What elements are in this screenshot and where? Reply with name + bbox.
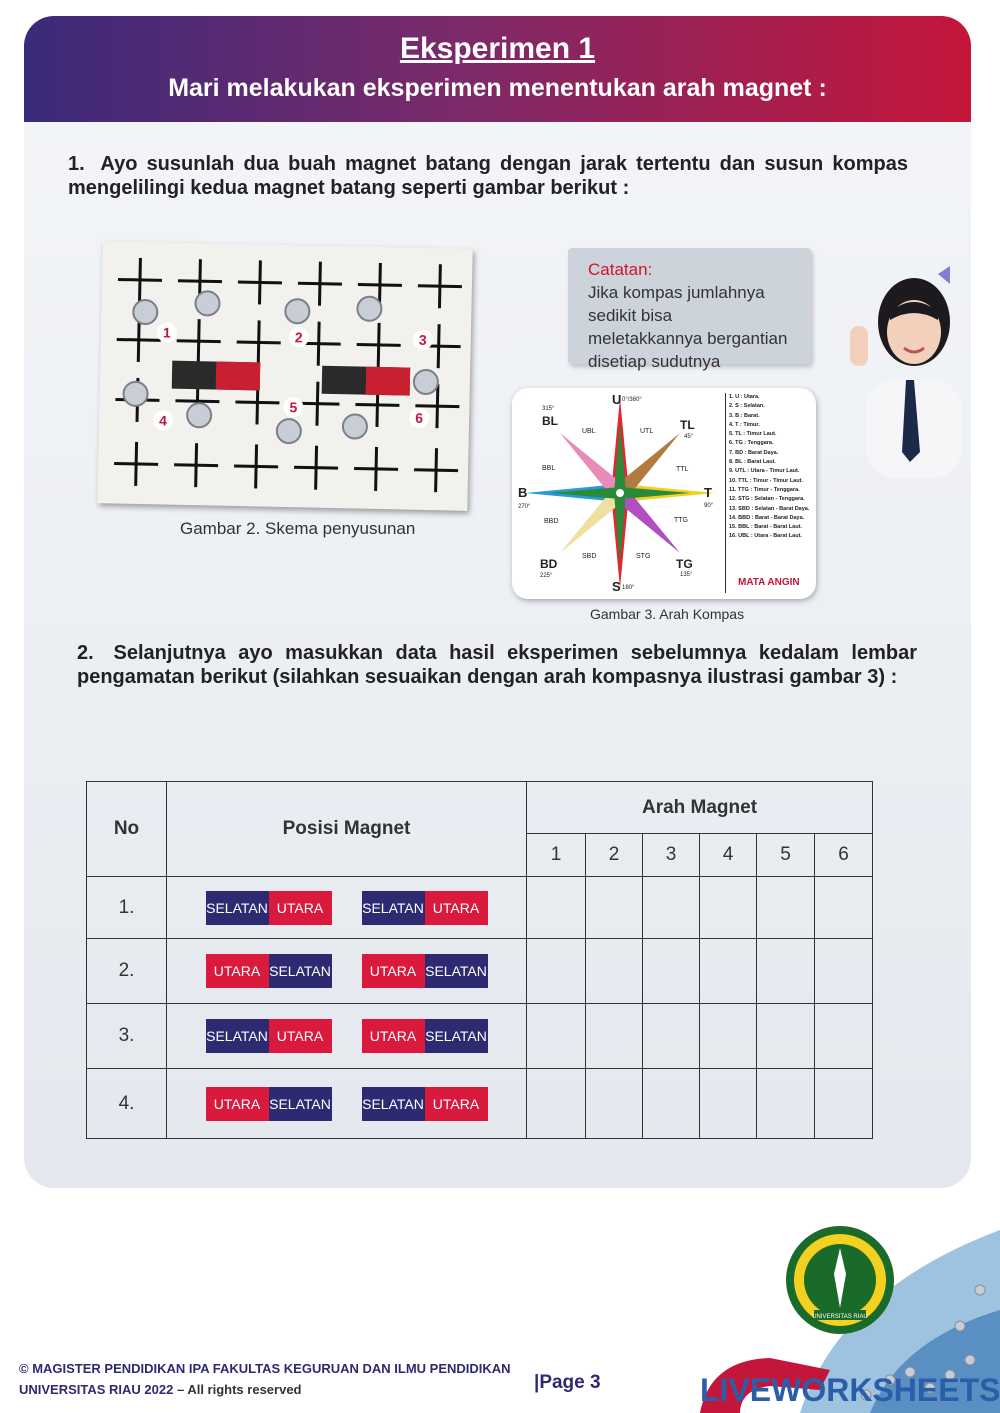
bar-magnet xyxy=(206,1087,332,1121)
instruction-1 xyxy=(68,152,908,200)
compass xyxy=(343,414,367,438)
note-text: Jika kompas jumlahnya sedikit bisa meletakkannya bergantian disetiap sudutnya xyxy=(588,283,788,371)
grid-cross xyxy=(354,446,399,491)
compass xyxy=(123,382,147,406)
footer-rights: – All rights reserved xyxy=(173,1382,302,1397)
legend-item: 9. UTL : Utara - Timur Laut. xyxy=(729,468,800,475)
compass xyxy=(285,299,309,323)
pole-utara: UTARA xyxy=(362,1019,425,1053)
pole-utara: UTARA xyxy=(425,1087,488,1121)
arah-col-5: 5 xyxy=(757,834,815,877)
magnet-position-cell xyxy=(167,877,527,939)
magnet-position-cell xyxy=(167,939,527,1004)
legend-item: 13. SBD : Selatan - Barat Daya. xyxy=(729,505,810,512)
grid-cross xyxy=(417,264,462,309)
bar-magnet xyxy=(206,1019,332,1053)
dir-bl-deg: 315° xyxy=(542,406,555,412)
board-diagram xyxy=(97,241,472,511)
grid-cross xyxy=(236,320,281,365)
dir-t-deg: 90° xyxy=(704,503,714,509)
compass xyxy=(195,291,219,315)
legend-item: 8. BL : Barat Laut. xyxy=(729,459,776,466)
dir-s-deg: 180° xyxy=(622,585,635,591)
position-label: 1 xyxy=(162,324,171,341)
answer-cell[interactable] xyxy=(643,939,700,1004)
grid-cross xyxy=(414,448,459,493)
pole-utara: UTARA xyxy=(206,954,269,988)
pole-selatan: SELATAN xyxy=(425,1019,488,1053)
dir-ubl: UBL xyxy=(582,428,596,435)
grid-cross xyxy=(297,261,342,306)
page-subtitle: Mari melakukan eksperimen menentukan arah magnet : xyxy=(168,74,827,102)
grid-cross xyxy=(118,257,163,302)
answer-cell[interactable] xyxy=(700,877,757,939)
legend-title: MATA ANGIN xyxy=(738,576,800,588)
bar-magnet xyxy=(362,891,488,925)
row-number: 4. xyxy=(87,1069,167,1139)
footer-org: © MAGISTER PENDIDIKAN IPA FAKULTAS KEGURUAN DAN ILMU PENDIDIKAN xyxy=(19,1361,511,1376)
page-number: |Page 3 xyxy=(534,1372,601,1393)
dir-utl: UTL xyxy=(640,428,654,435)
dir-t: T xyxy=(704,485,712,500)
legend-item: 12. STG : Selatan - Tenggara. xyxy=(729,496,805,503)
footer-univ: UNIVERSITAS RIAU 2022 xyxy=(19,1382,174,1397)
grid-cross xyxy=(114,441,159,486)
dir-b: B xyxy=(518,485,528,500)
compass xyxy=(187,403,211,427)
observation-table xyxy=(86,781,873,1139)
legend-item: 10. TTL : Timur - Timur Laut. xyxy=(729,477,803,484)
dir-tg: TG xyxy=(676,557,693,571)
liveworksheets-logo[interactable]: LIVEWORKSHEETS xyxy=(700,1372,1000,1408)
answer-cell[interactable] xyxy=(815,939,873,1004)
row-number: 2. xyxy=(87,939,167,1004)
dir-ttl: TTL xyxy=(676,466,689,473)
legend-item: 2. S : Selatan. xyxy=(729,403,765,410)
answer-cell[interactable] xyxy=(700,1069,757,1139)
answer-cell[interactable] xyxy=(815,1069,873,1139)
arah-col-1: 1 xyxy=(527,834,586,877)
dir-tg-deg: 135° xyxy=(680,572,693,578)
col-posisi-header: Posisi Magnet xyxy=(167,782,527,877)
bar-magnet xyxy=(362,1087,488,1121)
col-arah-header: Arah Magnet xyxy=(527,782,873,834)
instruction-text: Selanjutnya ayo masukkan data hasil eksperimen sebelumnya kedalam lembar pengamatan berikut (silahkan sesuaikan dengan arah kompasnya ilustrasi gambar 3) : xyxy=(77,642,917,688)
instruction-number: 2. xyxy=(77,642,94,664)
legend-item: 7. BD : Barat Daya. xyxy=(729,449,779,456)
answer-cell[interactable] xyxy=(757,877,815,939)
position-label: 2 xyxy=(294,329,303,346)
legend-item: 6. TG : Tenggara. xyxy=(729,440,774,447)
compass xyxy=(133,300,157,324)
student-illustration xyxy=(846,262,980,478)
figure3-caption: Gambar 3. Arah Kompas xyxy=(590,606,745,622)
compass xyxy=(414,370,438,394)
page-header xyxy=(24,16,971,122)
pole-selatan: SELATAN xyxy=(269,954,332,988)
grid-cross xyxy=(237,260,282,305)
bar-magnet xyxy=(362,954,488,988)
magnet-board-photo xyxy=(97,241,472,511)
arah-col-3: 3 xyxy=(643,834,700,877)
grid-cross xyxy=(116,317,161,362)
compass-legend xyxy=(725,393,813,593)
pole-selatan: SELATAN xyxy=(425,954,488,988)
legend-item: 16. UBL : Utara - Barat Laut. xyxy=(729,533,802,540)
table-row xyxy=(87,1004,873,1069)
compass xyxy=(277,419,301,443)
pole-selatan: SELATAN xyxy=(362,891,425,925)
legend-item: 11. TTG : Timur - Tenggara. xyxy=(729,486,800,493)
row-number: 3. xyxy=(87,1004,167,1069)
pole-selatan: SELATAN xyxy=(206,891,269,925)
note-box xyxy=(568,248,811,371)
pole-utara: UTARA xyxy=(362,954,425,988)
legend-item: 5. TL : Timur Laut. xyxy=(729,431,777,438)
compass xyxy=(357,297,381,321)
answer-cell[interactable] xyxy=(757,1069,815,1139)
dir-stg: STG xyxy=(636,553,651,560)
grid-cross xyxy=(294,445,339,490)
grid-cross xyxy=(174,443,219,488)
pole-utara: UTARA xyxy=(269,1019,332,1053)
position-label: 4 xyxy=(158,412,168,429)
pole-selatan: SELATAN xyxy=(269,1087,332,1121)
figure2-caption: Gambar 2. Skema penyusunan xyxy=(180,519,416,538)
seal-text: UNIVERSITAS RIAU xyxy=(812,1314,868,1320)
table-row xyxy=(87,939,873,1004)
answer-cell[interactable] xyxy=(700,939,757,1004)
position-label: 5 xyxy=(289,399,298,416)
note-label: Catatan: xyxy=(588,260,653,279)
observation-table-wrap xyxy=(86,781,872,1139)
dir-bbl: BBL xyxy=(542,465,556,472)
arah-col-2: 2 xyxy=(586,834,643,877)
arah-col-4: 4 xyxy=(700,834,757,877)
arah-col-6: 6 xyxy=(815,834,873,877)
grid-cross xyxy=(176,319,221,364)
instruction-2 xyxy=(77,641,917,689)
answer-cell[interactable] xyxy=(586,1004,643,1069)
university-seal xyxy=(784,1224,896,1336)
answer-cell[interactable] xyxy=(815,1004,873,1069)
dir-bbd: BBD xyxy=(544,518,559,525)
grid-cross xyxy=(356,322,401,367)
answer-cell[interactable] xyxy=(527,939,586,1004)
answer-cell[interactable] xyxy=(757,939,815,1004)
dir-b-deg: 270° xyxy=(518,504,531,510)
answer-cell[interactable] xyxy=(527,1004,586,1069)
dir-bl: BL xyxy=(542,414,558,428)
compass-rose-diagram xyxy=(512,388,724,599)
dir-bd-deg: 225° xyxy=(540,573,553,579)
legend-item: 14. BBD : Barat - Barat Daya. xyxy=(729,514,805,521)
bar-magnet xyxy=(206,954,332,988)
pole-selatan: SELATAN xyxy=(206,1019,269,1053)
answer-cell[interactable] xyxy=(586,877,643,939)
grid-cross xyxy=(234,444,279,489)
position-label: 6 xyxy=(415,409,424,426)
dir-u: U xyxy=(612,392,622,407)
pole-utara: UTARA xyxy=(269,891,332,925)
legend-item: 3. B : Barat. xyxy=(729,412,760,419)
instruction-text: Ayo susunlah dua buah magnet batang dengan jarak tertentu dan susun kompas mengelilingi kedua magnet batang seperti gambar berikut : xyxy=(68,153,908,199)
position-label: 3 xyxy=(418,331,427,348)
dir-bd: BD xyxy=(540,557,558,571)
dir-sbd: SBD xyxy=(582,553,597,560)
instruction-number: 1. xyxy=(68,153,85,175)
pole-utara: UTARA xyxy=(206,1087,269,1121)
legend-item: 4. T : Timur. xyxy=(729,421,760,428)
col-no-header: No xyxy=(87,782,167,877)
row-number: 1. xyxy=(87,877,167,939)
magnet-position-cell xyxy=(167,1004,527,1069)
footer-copyright xyxy=(19,1358,511,1400)
answer-cell[interactable] xyxy=(586,939,643,1004)
answer-cell[interactable] xyxy=(700,1004,757,1069)
pole-utara: UTARA xyxy=(425,891,488,925)
bar-magnet xyxy=(362,1019,488,1053)
answer-cell[interactable] xyxy=(643,1004,700,1069)
answer-cell[interactable] xyxy=(643,877,700,939)
bar-magnet xyxy=(206,891,332,925)
legend-item: 1. U : Utara. xyxy=(729,394,760,400)
table-row xyxy=(87,877,873,939)
answer-cell[interactable] xyxy=(643,1069,700,1139)
dir-tl-deg: 45° xyxy=(684,434,694,440)
dir-ttg: TTG xyxy=(674,517,688,524)
answer-cell[interactable] xyxy=(527,877,586,939)
answer-cell[interactable] xyxy=(815,877,873,939)
dir-tl: TL xyxy=(680,418,695,432)
compass-rose-card xyxy=(512,388,816,599)
page-title: Eksperimen 1 xyxy=(399,32,596,65)
answer-cell[interactable] xyxy=(527,1069,586,1139)
dir-u-deg: 0°/360° xyxy=(622,397,642,403)
dir-s: S xyxy=(612,579,621,594)
legend-item: 15. BBL : Barat - Barat Laut. xyxy=(729,524,802,531)
answer-cell[interactable] xyxy=(757,1004,815,1069)
answer-cell[interactable] xyxy=(586,1069,643,1139)
table-row xyxy=(87,1069,873,1139)
pole-selatan: SELATAN xyxy=(362,1087,425,1121)
magnet-position-cell xyxy=(167,1069,527,1139)
